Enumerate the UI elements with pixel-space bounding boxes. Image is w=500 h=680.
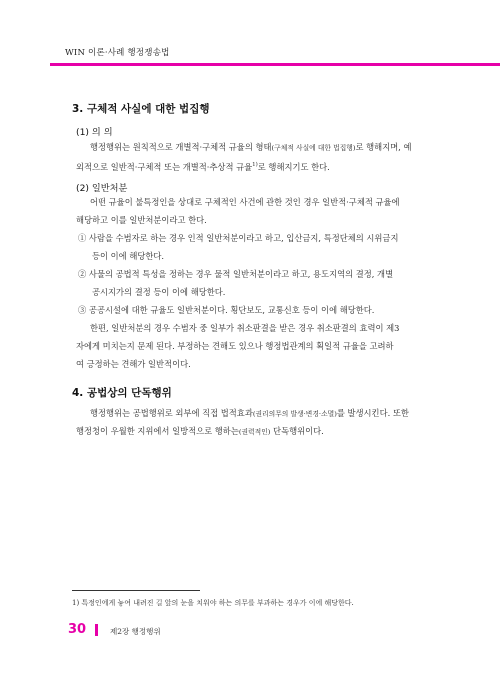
text-run: 행정행위는 공법행위로 외부에 직접 법적효과 — [90, 408, 253, 418]
footnote-rule — [72, 590, 200, 591]
general-disposition-line5: 여 긍정하는 견해가 일반적이다. — [76, 359, 191, 369]
text-run: 를 발생시킨다. 또한 — [336, 408, 409, 418]
text-run: 행정행위는 원칙적으로 개별적·구체적 규율의 형태 — [90, 142, 272, 152]
general-disposition-line1: 어떤 규율이 불특정인을 상대로 구체적인 사건에 관한 것인 경우 일반적·구체적 규율에 — [90, 197, 400, 207]
chapter-label: 제2장 행정행위 — [110, 627, 161, 636]
footnote-ref: 1) — [252, 162, 258, 168]
meaning-paragraph-line1 — [90, 138, 432, 157]
text-run: 외적으로 일반적·구체적 또는 개별적·추상적 규율 — [76, 161, 253, 172]
text-run: 단독행위이다. — [270, 426, 324, 436]
general-disposition-line3: 한편, 일반처분의 경우 수범자 중 일부가 취소판결을 받은 경우 취소판결의 효력이 제3 — [90, 323, 400, 333]
list-item-1-line2: 등이 이에 해당한다. — [92, 251, 165, 261]
general-disposition-line2: 해당하고 이를 일반처분이라고 한다. — [76, 215, 207, 225]
list-item-2-line2: 공시지가의 결정 등이 이에 해당한다. — [92, 287, 226, 297]
general-disposition-line4: 자에게 미치는지 문제 된다. 부정하는 견해도 있으나 행정법관계의 획일적 규율을 고려하 — [76, 341, 394, 351]
subsection-meaning-heading: (1) 의 의 — [76, 127, 113, 138]
unilateral-act-line2 — [76, 422, 432, 441]
text-run: 로 행해지기도 한다. — [257, 161, 330, 172]
meaning-paragraph-line2 — [76, 156, 432, 176]
running-header: WIN 이론·사례 행정쟁송법 — [65, 48, 170, 58]
section-4-title: 4. 공법상의 단독행위 — [72, 387, 172, 399]
page-number-bar — [95, 624, 98, 636]
header-rule — [50, 63, 500, 66]
list-item-3: ③ 공공시설에 대한 규율도 일반처분이다. 횡단보도, 교통신호 등이 이에 해당한다. — [78, 305, 375, 315]
page-number: 30 — [68, 622, 87, 637]
list-item-1-line1: ① 사람을 수범자로 하는 경우 인적 일반처분이라고 하고, 입산금지, 특정단체의 시위금지 — [78, 233, 399, 243]
inline-note: (권력적인) — [238, 428, 271, 436]
list-item-2-line1: ② 사물의 공법적 특성을 정하는 경우 물적 일반처분이라고 하고, 용도지역의 결정, 개별 — [78, 269, 394, 279]
heading-text: (2) 일반처분 — [76, 183, 128, 194]
subsection-general-disposition-heading — [76, 180, 127, 194]
footnote-text: 1) 특정인에게 놓여 내려진 길 앞의 눈을 치워야 하는 의무를 부과하는 경우가 이에 해당한다. — [72, 599, 354, 607]
text-run: 행정청이 우월한 지위에서 일방적으로 행하는 — [76, 426, 239, 436]
inline-note: (구체적 사실에 대한 법집행) — [271, 144, 356, 152]
text-run: 로 행해지며, 예 — [355, 142, 412, 152]
unilateral-act-line1 — [90, 404, 432, 423]
inline-note: (권리의무의 발생·변경·소멸) — [252, 410, 337, 418]
section-3-title: 3. 구체적 사실에 대한 법집행 — [72, 103, 210, 115]
